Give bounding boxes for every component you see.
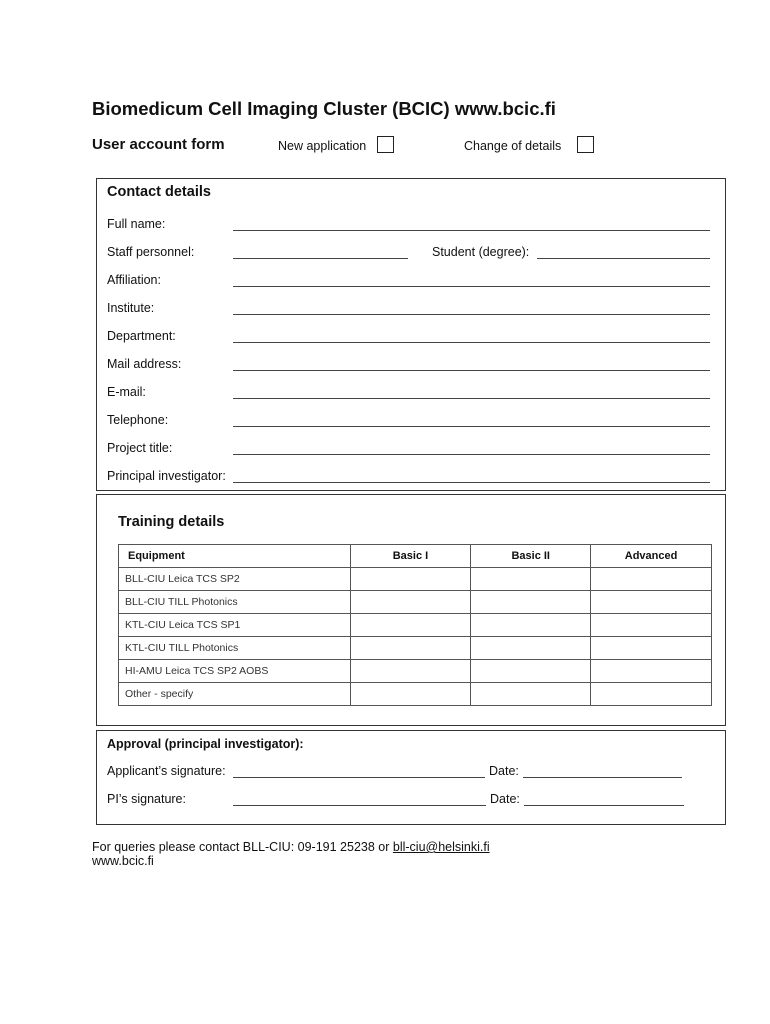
- mail-address-label: Mail address:: [107, 357, 182, 371]
- pi-signature-label: PI’s signature:: [107, 792, 186, 806]
- advanced-cell[interactable]: [591, 614, 712, 637]
- advanced-cell[interactable]: [591, 637, 712, 660]
- student-degree-label: Student (degree):: [432, 245, 530, 259]
- email-label: E-mail:: [107, 385, 146, 399]
- table-header-row: [119, 545, 712, 568]
- table-row: [119, 614, 712, 637]
- column-header-advanced: Advanced: [591, 545, 712, 568]
- table-row: [119, 660, 712, 683]
- footer-text: For queries please contact BLL-CIU: 09-191 25238 or: [92, 840, 390, 854]
- department-field[interactable]: [233, 342, 710, 343]
- table-row: [119, 568, 712, 591]
- basic-2-cell[interactable]: [471, 637, 591, 660]
- affiliation-label: Affiliation:: [107, 273, 161, 287]
- basic-1-cell[interactable]: [350, 660, 471, 683]
- mail-address-field[interactable]: [233, 370, 710, 371]
- pi-date-label: Date:: [490, 792, 520, 806]
- column-header-equipment: Equipment: [119, 545, 351, 568]
- department-label: Department:: [107, 329, 176, 343]
- staff-personnel-label: Staff personnel:: [107, 245, 195, 259]
- equipment-name: HI-AMU Leica TCS SP2 AOBS: [119, 660, 351, 683]
- applicant-signature-field[interactable]: [233, 777, 485, 778]
- applicant-date-label: Date:: [489, 764, 519, 778]
- change-of-details-checkbox[interactable]: [577, 136, 594, 153]
- student-degree-field[interactable]: [537, 258, 710, 259]
- basic-1-cell[interactable]: [350, 614, 471, 637]
- applicant-signature-label: Applicant’s signature:: [107, 764, 226, 778]
- staff-personnel-field[interactable]: [233, 258, 408, 259]
- basic-2-cell[interactable]: [471, 683, 591, 706]
- basic-1-cell[interactable]: [350, 637, 471, 660]
- advanced-cell[interactable]: [591, 568, 712, 591]
- approval-heading: Approval (principal investigator):: [107, 737, 304, 751]
- advanced-cell[interactable]: [591, 660, 712, 683]
- basic-2-cell[interactable]: [471, 591, 591, 614]
- advanced-cell[interactable]: [591, 683, 712, 706]
- contact-details-section: [96, 178, 726, 491]
- pi-signature-field[interactable]: [233, 805, 486, 806]
- contact-details-heading: Contact details: [107, 184, 211, 200]
- new-application-label: New application: [278, 139, 367, 153]
- table-row: [119, 591, 712, 614]
- project-title-label: Project title:: [107, 441, 173, 455]
- equipment-name: BLL-CIU Leica TCS SP2: [119, 568, 351, 591]
- applicant-date-field[interactable]: [523, 777, 682, 778]
- basic-1-cell[interactable]: [350, 568, 471, 591]
- pi-date-field[interactable]: [524, 805, 684, 806]
- basic-2-cell[interactable]: [471, 614, 591, 637]
- training-details-heading: Training details: [118, 514, 225, 530]
- training-table: [118, 544, 712, 706]
- equipment-name: KTL-CIU TILL Photonics: [119, 637, 351, 660]
- form-title: Biomedicum Cell Imaging Cluster (BCIC) www.bcic.fi: [92, 98, 556, 119]
- full-name-field[interactable]: [233, 230, 710, 231]
- full-name-label: Full name:: [107, 217, 166, 231]
- column-header-basic-2: Basic II: [471, 545, 591, 568]
- table-row: [119, 683, 712, 706]
- principal-investigator-field[interactable]: [233, 482, 710, 483]
- footer-website[interactable]: www.bcic.fi: [92, 854, 154, 868]
- new-application-checkbox[interactable]: [377, 136, 394, 153]
- email-field[interactable]: [233, 398, 710, 399]
- footer-contact: [92, 840, 490, 868]
- advanced-cell[interactable]: [591, 591, 712, 614]
- principal-investigator-label: Principal investigator:: [107, 469, 226, 483]
- change-of-details-label: Change of details: [464, 139, 562, 153]
- form-subtitle: User account form: [92, 136, 225, 153]
- basic-1-cell[interactable]: [350, 591, 471, 614]
- column-header-basic-1: Basic I: [350, 545, 471, 568]
- table-row: [119, 637, 712, 660]
- affiliation-field[interactable]: [233, 286, 710, 287]
- footer-email-link[interactable]: bll-ciu@helsinki.fi: [392, 840, 490, 854]
- institute-label: Institute:: [107, 301, 155, 315]
- equipment-name: BLL-CIU TILL Photonics: [119, 591, 351, 614]
- institute-field[interactable]: [233, 314, 710, 315]
- telephone-field[interactable]: [233, 426, 710, 427]
- equipment-name: KTL-CIU Leica TCS SP1: [119, 614, 351, 637]
- basic-2-cell[interactable]: [471, 660, 591, 683]
- project-title-field[interactable]: [233, 454, 710, 455]
- telephone-label: Telephone:: [107, 413, 169, 427]
- basic-1-cell[interactable]: [350, 683, 471, 706]
- equipment-name: Other - specify: [119, 683, 351, 706]
- basic-2-cell[interactable]: [471, 568, 591, 591]
